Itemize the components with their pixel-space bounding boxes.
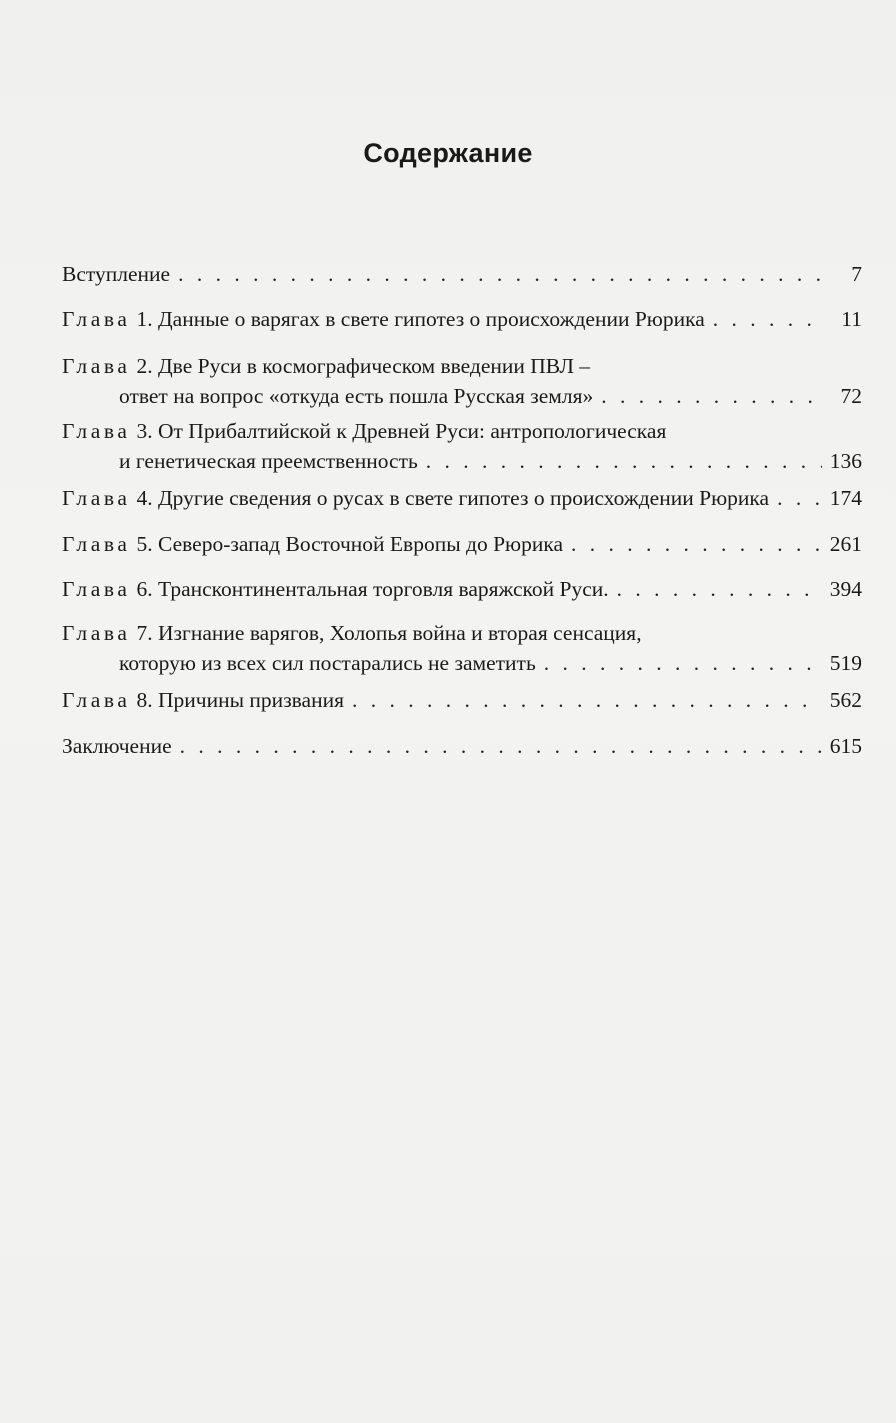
toc-page-number: 72 xyxy=(840,384,862,408)
toc-entry[interactable] xyxy=(62,532,862,562)
toc-entry-title: 7. Изгнание варягов, Холопья война и вторая сенсация, xyxy=(136,621,642,645)
toc-entry[interactable] xyxy=(62,577,862,607)
toc-page-number: 394 xyxy=(829,577,862,601)
toc-page-number: 519 xyxy=(829,651,862,675)
toc-entry-title-continued: ответ на вопрос «откуда есть пошла Русская земля» xyxy=(119,384,594,408)
leader-dots xyxy=(601,384,826,409)
toc-page-number: 136 xyxy=(829,449,862,473)
toc-page-number: 562 xyxy=(829,688,862,712)
toc-entry-title: 1. Данные о варягах в свете гипотез о происхождении Рюрика xyxy=(136,307,705,331)
leader-dots xyxy=(713,307,826,332)
leader-dots xyxy=(571,532,822,557)
leader-dots xyxy=(544,651,822,676)
toc-entry-title: Заключение xyxy=(62,734,172,758)
leader-dots xyxy=(180,734,822,759)
leader-dots xyxy=(426,449,822,474)
chapter-prefix: Глава xyxy=(62,532,131,556)
toc-entry[interactable] xyxy=(62,354,862,414)
toc-entry-title: 5. Северо-запад Восточной Европы до Рюрика xyxy=(136,532,564,556)
toc-page-number: 261 xyxy=(829,532,862,556)
toc-entry-title: 6. Трансконтинентальная торговля варяжской Руси. xyxy=(136,577,609,601)
toc-page-number: 11 xyxy=(841,307,862,331)
chapter-prefix: Глава xyxy=(62,577,131,601)
toc-entry[interactable] xyxy=(62,688,862,718)
page-title: Содержание xyxy=(363,138,533,168)
toc-entry[interactable] xyxy=(62,307,862,337)
toc-entry[interactable] xyxy=(62,486,862,516)
leader-dots xyxy=(777,486,822,511)
toc-page-number: 7 xyxy=(851,262,862,286)
chapter-prefix: Глава xyxy=(62,486,131,510)
toc-entry-title: 4. Другие сведения о русах в свете гипотез о происхождении Рюрика xyxy=(136,486,770,510)
chapter-prefix: Глава xyxy=(62,307,131,331)
toc-entry[interactable] xyxy=(62,419,862,479)
chapter-prefix: Глава xyxy=(62,688,131,712)
leader-dots xyxy=(617,577,822,602)
toc-entry-title: Вступление xyxy=(62,262,171,286)
toc-page-number: 174 xyxy=(829,486,862,510)
leader-dots xyxy=(352,688,822,713)
toc-entry[interactable] xyxy=(62,262,862,292)
chapter-prefix: Глава xyxy=(62,354,131,378)
toc-page-number: 615 xyxy=(829,734,862,758)
toc-entry[interactable] xyxy=(62,734,862,764)
toc-entry-title-continued: которую из всех сил постарались не заметить xyxy=(119,651,536,675)
toc-entry-title: 2. Две Руси в космографическом введении ПВЛ – xyxy=(136,354,591,378)
chapter-prefix: Глава xyxy=(62,621,131,645)
toc-entry-title-continued: и генетическая преемственность xyxy=(119,449,418,473)
toc-entry[interactable] xyxy=(62,621,862,681)
toc-entry-title: 3. От Прибалтийской к Древней Руси: антропологическая xyxy=(136,419,667,443)
leader-dots xyxy=(178,262,826,287)
chapter-prefix: Глава xyxy=(62,419,131,443)
toc-entry-title: 8. Причины призвания xyxy=(136,688,344,712)
